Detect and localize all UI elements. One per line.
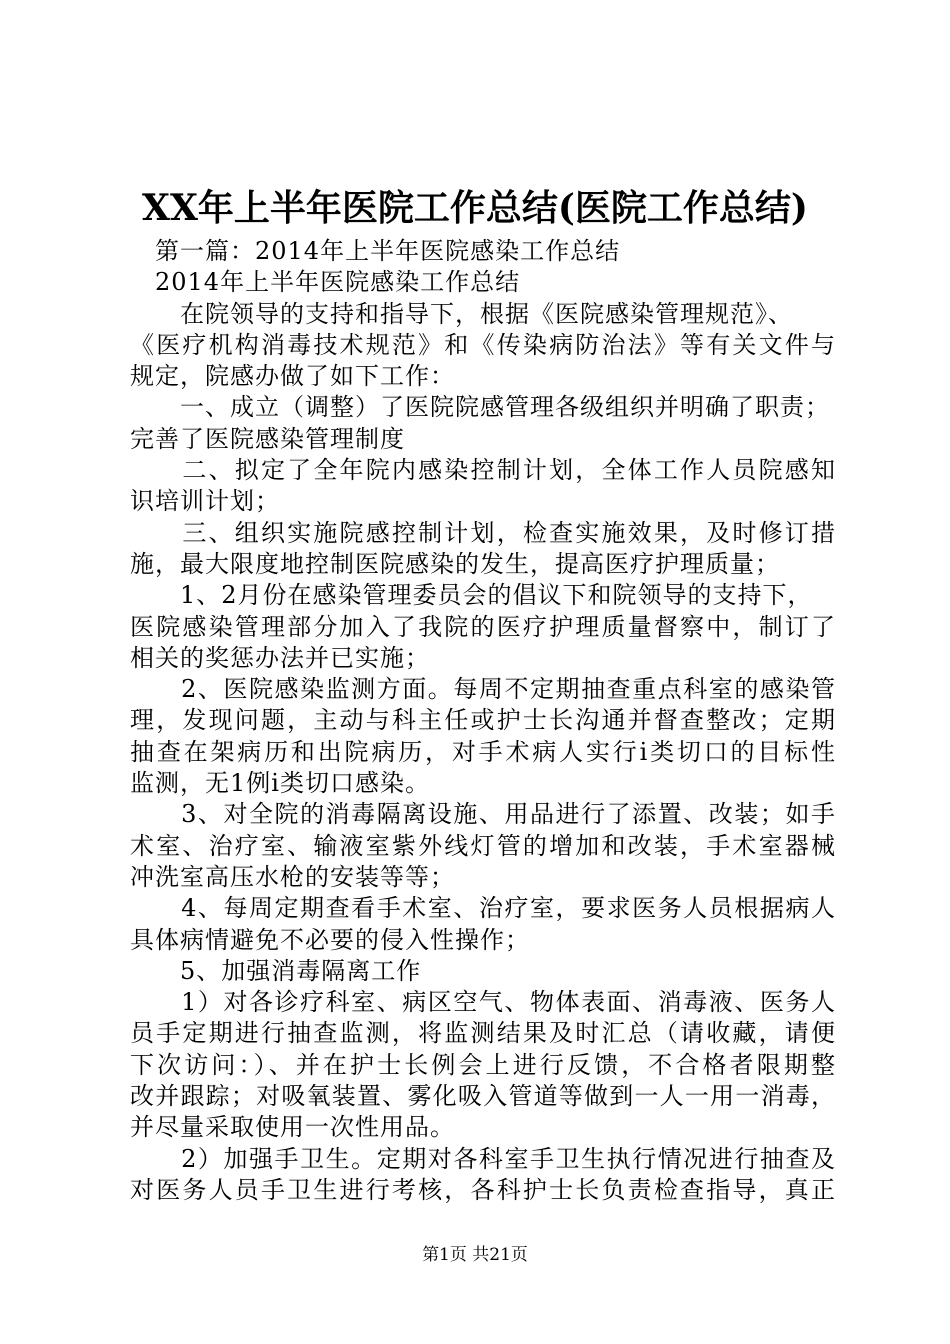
body-line: 医院感染管理部分加入了我院的医疗护理质量督察中，制订了 [130, 612, 835, 641]
body-line: 完善了医院感染管理制度 [130, 424, 405, 453]
body-line: 2014年上半年医院感染工作总结 [130, 268, 521, 297]
body-line: 1）对各诊疗科室、病区空气、物体表面、消毒液、医务人 [130, 988, 835, 1017]
body-line: 3、对全院的消毒隔离设施、用品进行了添置、改装；如手 [130, 800, 835, 829]
body-line: 1、2月份在感染管理委员会的倡议下和院领导的支持下， [130, 581, 813, 610]
body-line: 2）加强手卫生。定期对各科室手卫生执行情况进行抽查及 [130, 1144, 835, 1173]
body-line: 《医疗机构消毒技术规范》和《传染病防治法》等有关文件与 [130, 330, 835, 359]
body-line: 施，最大限度地控制医院感染的发生，提高医疗护理质量； [130, 549, 780, 578]
body-line: 三、组织实施院感控制计划，检查实施效果，及时修订措 [130, 518, 835, 547]
body-line: 规定，院感办做了如下工作： [130, 362, 455, 391]
body-line: 理，发现问题，主动与科主任或护士长沟通并督查整改；定期 [130, 706, 835, 735]
body-line: 监测，无1例ⅰ类切口感染。 [130, 769, 430, 798]
page-footer: 第1页 共21页 [422, 1245, 528, 1265]
body-line: 相关的奖惩办法并已实施； [130, 643, 430, 672]
body-line: 2、医院感染监测方面。每周不定期抽查重点科室的感染管 [130, 675, 835, 704]
document-body [130, 236, 835, 1206]
body-line: 第一篇：2014年上半年医院感染工作总结 [130, 237, 621, 265]
body-line: 识培训计划； [130, 487, 280, 516]
body-line: 并尽量采取使用一次性用品。 [130, 1113, 455, 1142]
body-line: 具体病情避免不必要的侵入性操作； [130, 925, 530, 954]
body-line: 二、拟定了全年院内感染控制计划，全体工作人员院感知 [130, 456, 835, 485]
body-line: 员手定期进行抽查监测，将监测结果及时汇总（请收藏，请便 [130, 1019, 835, 1048]
body-line: 对医务人员手卫生进行考核，各科护士长负责检查指导，真正 [130, 1175, 835, 1204]
body-line: 4、每周定期查看手术室、治疗室，要求医务人员根据病人 [130, 894, 835, 923]
body-line: 抽查在架病历和出院病历，对手术病人实行ⅰ类切口的目标性 [130, 737, 835, 766]
body-line: 术室、治疗室、输液室紫外线灯管的增加和改装，手术室器械 [130, 831, 835, 860]
body-line: 5、加强消毒隔离工作 [130, 956, 422, 985]
body-line: 冲洗室高压水枪的安装等等； [130, 862, 455, 891]
body-line: 一、成立（调整）了医院院感管理各级组织并明确了职责； [130, 393, 830, 422]
body-line: 下次访问：）、并在护士长例会上进行反馈，不合格者限期整 [130, 1050, 835, 1079]
body-line: 改并跟踪；对吸氧装置、雾化吸入管道等做到一人一用一消毒， [130, 1082, 835, 1111]
body-line: 在院领导的支持和指导下，根据《医院感染管理规范》、 [130, 299, 793, 328]
document-title: XX年上半年医院工作总结(医院工作总结) [142, 187, 808, 229]
